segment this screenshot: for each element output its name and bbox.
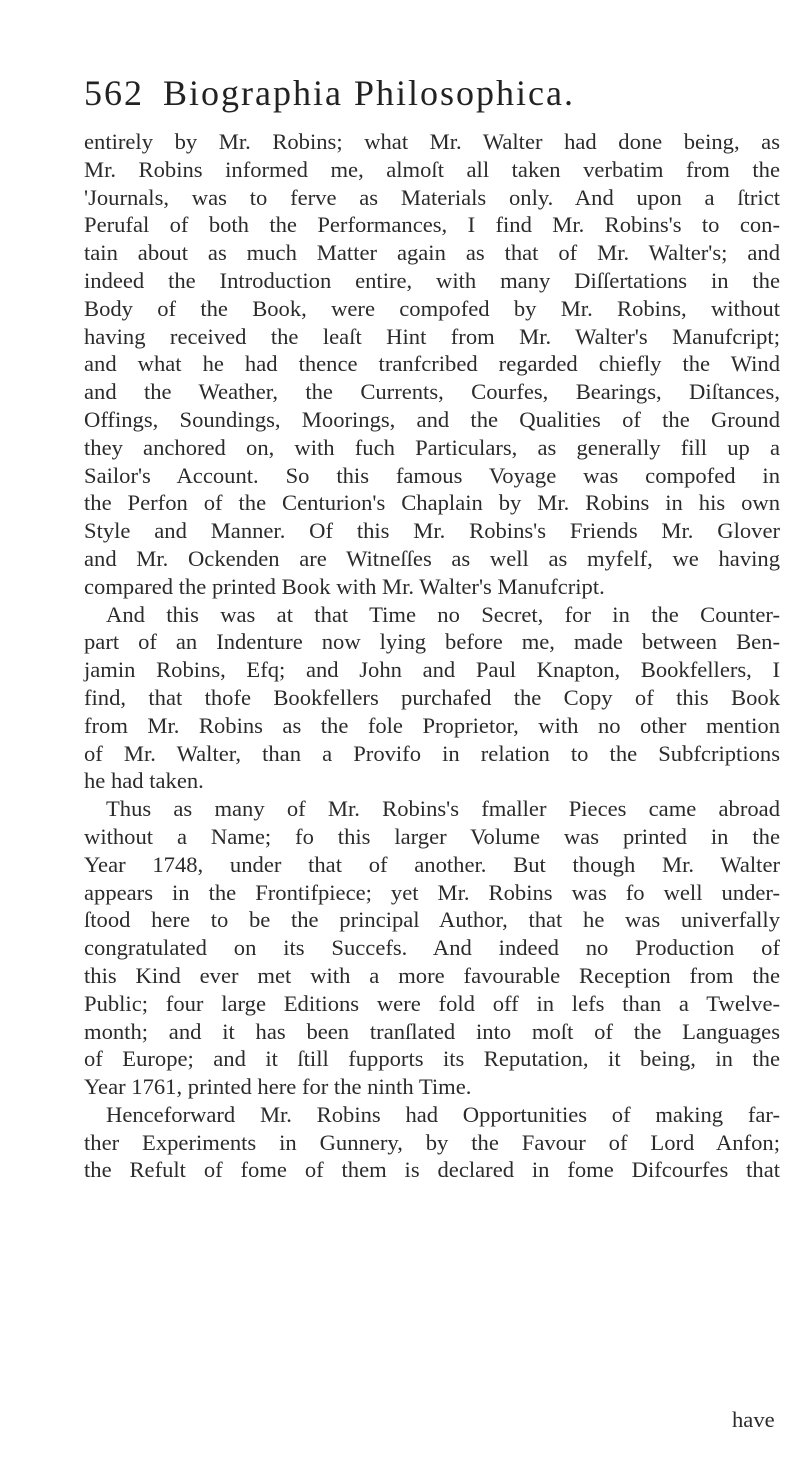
body-text: [84, 128, 780, 1184]
text-line: tain about as much Matter again as that of Mr. Walter's; and: [84, 240, 780, 266]
text-line: from Mr. Robins as the fole Proprietor, with no other mention: [84, 712, 780, 738]
text-line: Public; four large Editions were fold off in lefs than a Twelve-: [84, 990, 780, 1016]
text-line: without a Name; fo this larger Volume was printed in the: [84, 823, 780, 849]
text-line: Style and Manner. Of this Mr. Robins's Friends Mr. Glover: [84, 518, 780, 544]
text-line: Henceforward Mr. Robins had Opportunities of making far-: [106, 1101, 780, 1127]
text-line: find, that thofe Bookfellers purchafed the Copy of this Book: [84, 684, 780, 710]
text-line: 'Journals, was to ferve as Materials only. And upon a ſtrict: [84, 184, 780, 210]
text-line: of Europe; and it ſtill fupports its Reputation, it being, in the: [84, 1046, 780, 1072]
text-line: and Mr. Ockenden are Witneſſes as well as myfelf, we having: [84, 545, 780, 571]
text-line: congratulated on its Succefs. And indeed no Production of: [84, 935, 780, 961]
text-line: having received the leaſt Hint from Mr. Walter's Manufcript;: [84, 323, 780, 349]
text-line: And this was at that Time no Secret, for in the Counter-: [106, 601, 780, 627]
text-line: Body of the Book, were compofed by Mr. Robins, without: [84, 295, 780, 321]
page-number: 562: [84, 73, 144, 113]
text-line: of Mr. Walter, than a Provifo in relation to the Subfcriptions: [84, 740, 780, 766]
text-line: part of an Indenture now lying before me, made between Ben-: [84, 629, 780, 655]
text-line: entirely by Mr. Robins; what Mr. Walter had done being, as: [84, 129, 780, 154]
text-line: month; and it has been tranſlated into moſt of the Languages: [84, 1018, 780, 1044]
text-line: the Perfon of the Centurion's Chaplain by Mr. Robins in his own: [84, 490, 780, 516]
text-line: ther Experiments in Gunnery, by the Favour of Lord Anfon;: [84, 1129, 780, 1155]
text-line: appears in the Frontifpiece; yet Mr. Robins was fo well under-: [84, 879, 780, 905]
text-line: jamin Robins, Efq; and John and Paul Knapton, Bookfellers, I: [84, 657, 780, 683]
text-line: they anchored on, with fuch Particulars, as generally fill up a: [84, 434, 780, 460]
text-line: indeed the Introduction entire, with many Diſſertations in the: [84, 267, 780, 293]
catchword: have: [732, 1407, 775, 1432]
running-title: Biographia Philosophica.: [163, 73, 575, 113]
text-line: compared the printed Book with Mr. Walter's Manufcript.: [84, 573, 605, 599]
text-line: Perufal of both the Performances, I find Mr. Robins's to con-: [84, 212, 780, 238]
text-line: Mr. Robins informed me, almoſt all taken verbatim from the: [84, 156, 780, 182]
page-header: [84, 72, 784, 114]
text-line: Year 1748, under that of another. But though Mr. Walter: [84, 851, 780, 877]
text-line: Year 1761, printed here for the ninth Time.: [84, 1074, 472, 1100]
text-line: the Refult of fome of them is declared in fome Difcourfes that: [84, 1157, 780, 1183]
text-line: he had taken.: [84, 768, 204, 794]
text-line: this Kind ever met with a more favourable Reception from the: [84, 962, 780, 988]
text-line: and what he had thence tranfcribed regarded chiefly the Wind: [84, 351, 780, 377]
text-line: and the Weather, the Currents, Courfes, Bearings, Diſtances,: [84, 379, 780, 405]
text-line: Offings, Soundings, Moorings, and the Qualities of the Ground: [84, 406, 780, 432]
text-line: Sailor's Account. So this famous Voyage was compofed in: [84, 462, 780, 488]
text-line: ſtood here to be the principal Author, that he was univerfally: [84, 907, 780, 933]
text-line: Thus as many of Mr. Robins's fmaller Pieces came abroad: [106, 796, 780, 822]
